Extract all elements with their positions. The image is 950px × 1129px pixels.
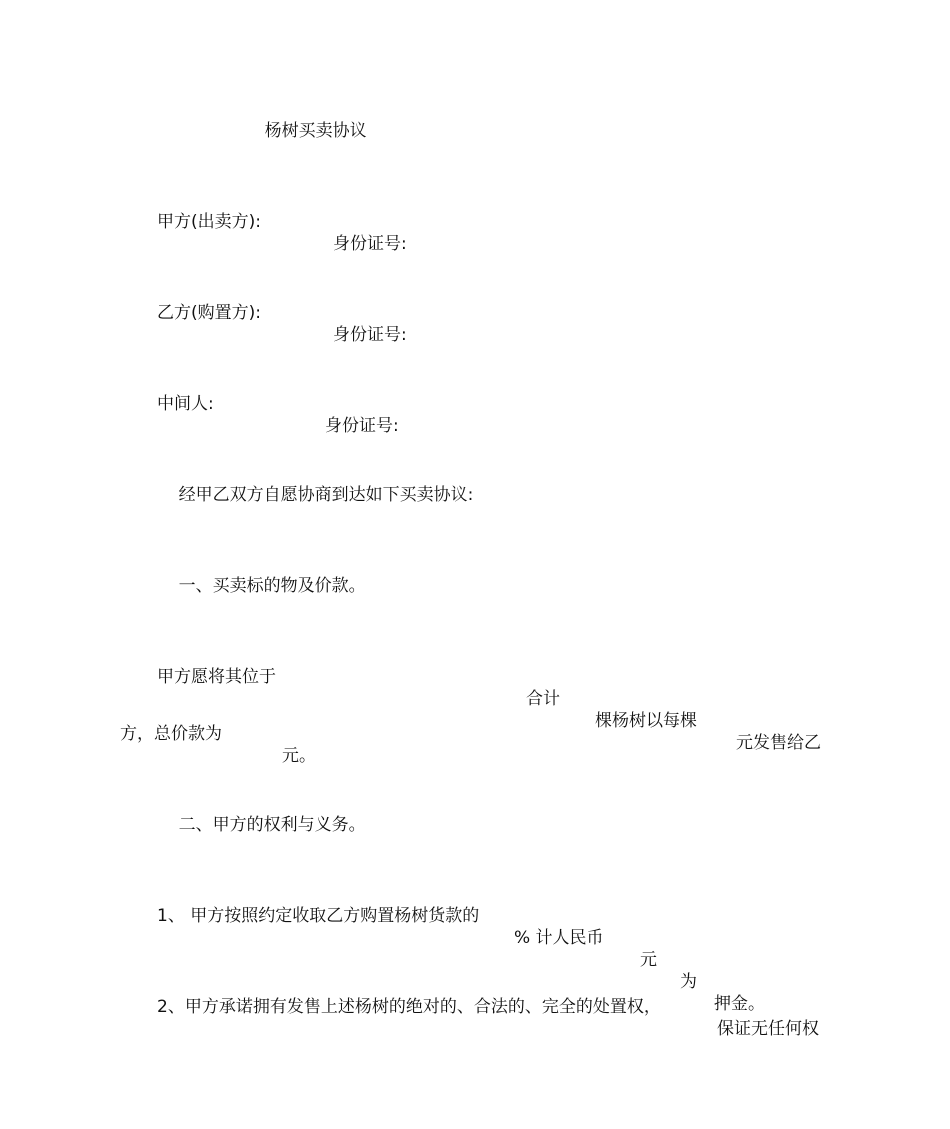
middleman-line xyxy=(157,371,857,459)
section1-line1-part2: 合计 xyxy=(526,689,560,709)
party-b-line xyxy=(157,280,857,368)
section2-item1-part3: 元 xyxy=(640,950,657,970)
section2-heading-text: 二、甲方的权利与义务。 xyxy=(178,815,366,835)
party-b-id-label: 身份证号: xyxy=(333,325,407,345)
section1-heading-text: 一、买卖标的物及价款。 xyxy=(178,576,366,596)
party-a-line xyxy=(157,189,857,277)
section1-line1-part1: 甲方愿将其位于 xyxy=(157,667,276,687)
party-a-id-label: 身份证号: xyxy=(333,234,407,254)
intro-line xyxy=(157,462,473,528)
middleman-label: 中间人: xyxy=(157,394,214,414)
party-b-label: 乙方(购置方): xyxy=(157,303,261,323)
title-text: 杨树买卖协议 xyxy=(264,121,367,141)
section2-item2 xyxy=(157,974,837,1062)
intro-text: 经甲乙双方自愿协商到达如下买卖协议: xyxy=(178,485,474,505)
section1-line1-part4: 元发售给乙 xyxy=(736,733,821,753)
section2-item1-part5: 押金。 xyxy=(714,994,765,1014)
section2-item1-part4: 为 xyxy=(680,972,697,992)
section1-line2-part2: 元。 xyxy=(282,746,316,766)
section1-line1-part3: 棵杨树以每棵 xyxy=(595,711,697,731)
section2-item2-part1: 2、甲方承诺拥有发售上述杨树的绝对的、合法的、完全的处置权， xyxy=(157,997,661,1017)
party-a-label: 甲方(出卖方): xyxy=(157,212,261,232)
section1-line2 xyxy=(120,701,520,789)
section2-item1-part2: % 计人民币 xyxy=(514,928,604,948)
section2-item1-part1: 1、 甲方按照约定收取乙方购置杨树货款的 xyxy=(157,906,480,926)
section2-heading xyxy=(157,792,366,858)
document-title xyxy=(243,98,367,164)
section2-item2-part2: 保证无任何权 xyxy=(717,1019,819,1039)
middleman-id-label: 身份证号: xyxy=(325,416,399,436)
section1-line2-part1: 方，总价款为 xyxy=(120,724,222,744)
section1-heading xyxy=(157,553,366,619)
